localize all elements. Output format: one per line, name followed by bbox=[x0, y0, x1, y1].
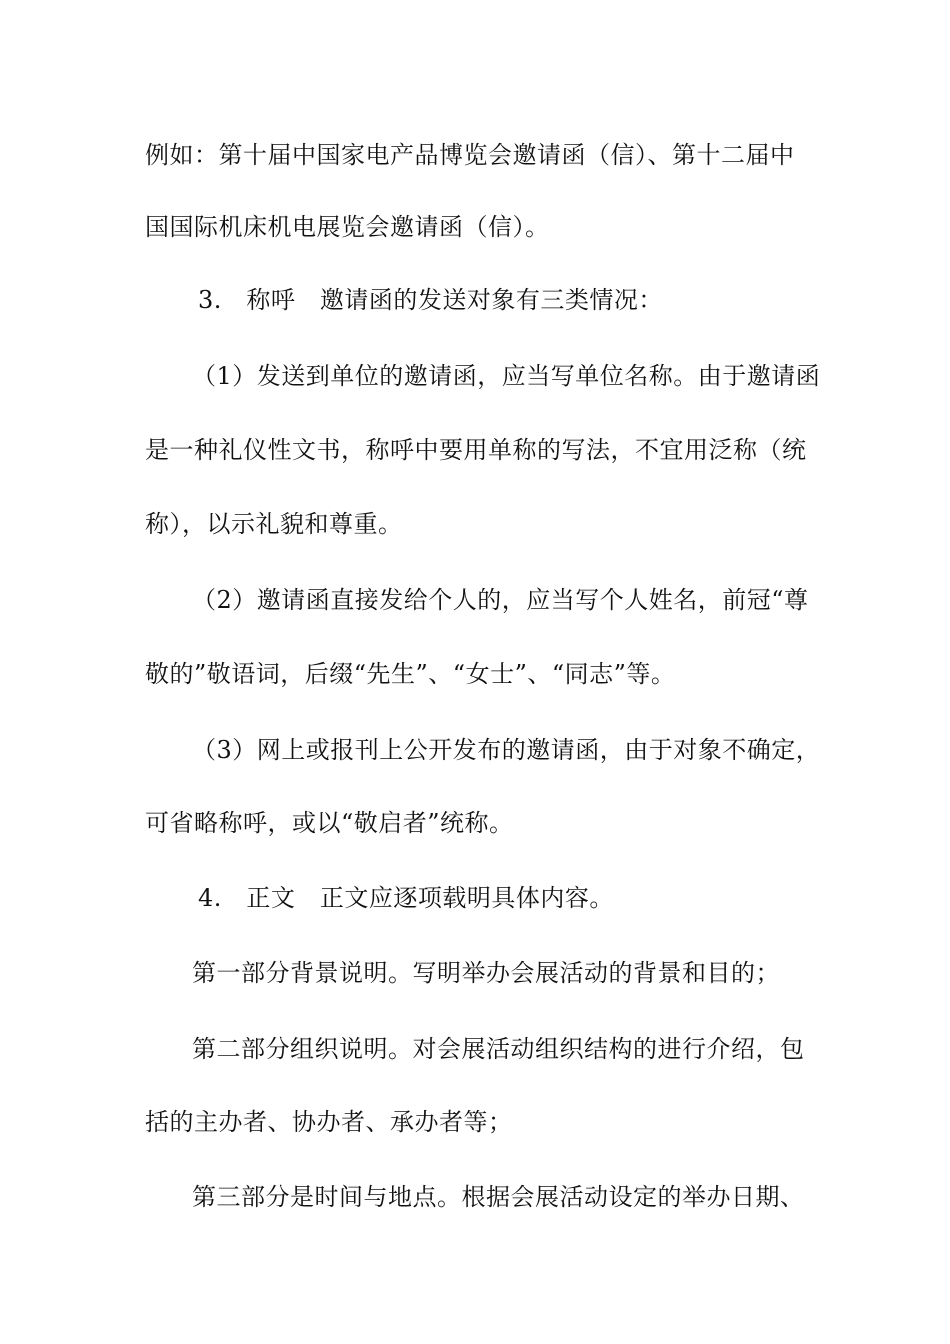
text-line: （3）网上或报刊上公开发布的邀请函，由于对象不确定， bbox=[192, 736, 821, 764]
text-line: 第二部分组织说明。对会展活动组织结构的进行介绍，包 bbox=[192, 1035, 805, 1063]
text-line: （2）邀请函直接发给个人的，应当写个人姓名，前冠“尊 bbox=[192, 586, 809, 614]
text-line: 第三部分是时间与地点。根据会展活动设定的举办日期、 bbox=[192, 1183, 805, 1211]
text-line: 国国际机床机电展览会邀请函（信）。 bbox=[145, 213, 550, 241]
text-line: 是一种礼仪性文书，称呼中要用单称的写法，不宜用泛称（统 bbox=[145, 436, 807, 464]
text-line: 第一部分背景说明。写明举办会展活动的背景和目的； bbox=[192, 959, 780, 987]
section-heading-body: 4. 正文 正文应逐项载明具体内容。 bbox=[198, 884, 614, 912]
text-line: 称），以示礼貌和尊重。 bbox=[145, 510, 403, 538]
text-line: 例如：第十届中国家电产品博览会邀请函（信）、第十二届中 bbox=[145, 141, 795, 169]
text-line: 括的主办者、协办者、承办者等； bbox=[145, 1108, 513, 1136]
text-line: （1）发送到单位的邀请函，应当写单位名称。由于邀请函 bbox=[192, 362, 821, 390]
section-heading-salutation: 3. 称呼 邀请函的发送对象有三类情况： bbox=[198, 286, 663, 314]
text-line: 可省略称呼，或以“敬启者”统称。 bbox=[145, 809, 514, 837]
text-line: 敬的”敬语词，后缀“先生”、“女士”、“同志”等。 bbox=[145, 660, 676, 688]
